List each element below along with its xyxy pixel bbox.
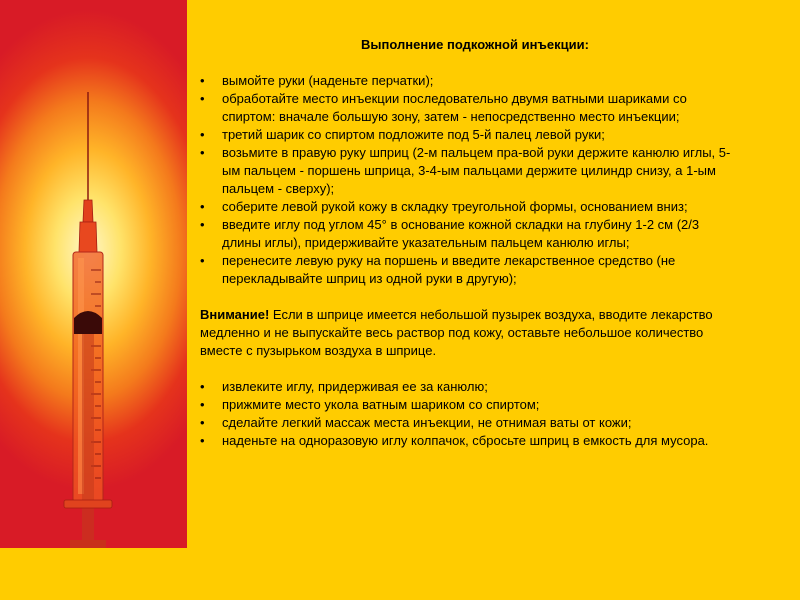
list-item: • обработайте место инъекции последовательно двумя ватными шариками со спиртом: вначале большую зону, затем - непосредственно место инъекции;	[200, 90, 740, 126]
list-item: • соберите левой рукой кожу в складку треугольной формы, основанием вниз;	[200, 198, 740, 216]
page-title: Выполнение подкожной инъекции:	[361, 37, 589, 52]
list-item: • введите иглу под углом 45° в основание кожной складки на глубину 1-2 см (2/3 длины иглы), придерживайте указательным пальцем канюлю иглы;	[200, 216, 740, 252]
warning-note	[200, 306, 740, 360]
syringe-illustration	[0, 0, 187, 548]
list-item: • прижмите место укола ватным шариком со спиртом;	[200, 396, 740, 414]
instructions-content	[200, 36, 740, 450]
warning-label: Внимание!	[200, 307, 270, 322]
list-item: • вымойте руки (наденьте перчатки);	[200, 72, 740, 90]
steps-before-list	[200, 72, 740, 288]
list-item: • сделайте легкий массаж места инъекции, не отнимая ваты от кожи;	[200, 414, 740, 432]
list-item: • извлеките иглу, придерживая ее за канюлю;	[200, 378, 740, 396]
list-item: • наденьте на одноразовую иглу колпачок, сбросьте шприц в емкость для мусора.	[200, 432, 740, 450]
list-item: • возьмите в правую руку шприц (2-м пальцем пра-вой руки держите канюлю иглы, 5-ым пальцем - поршень шприца, 3-4-ым пальцами держите цилиндр снизу, а 1-ым пальцем - сверху);	[200, 144, 740, 198]
list-item: • третий шарик со спиртом подложите под 5-й палец левой руки;	[200, 126, 740, 144]
syringe-image-panel	[0, 0, 187, 548]
list-item: • перенесите левую руку на поршень и введите лекарственное средство (не перекладывайте шприц из одной руки в другую);	[200, 252, 740, 288]
warning-text: Если в шприце имеется небольшой пузырек воздуха, вводите лекарство медленно и не выпускайте весь раствор под кожу, оставьте небольшое количество вместе с пузырьком воздуха в шприце.	[200, 307, 713, 358]
steps-after-list	[200, 378, 740, 450]
